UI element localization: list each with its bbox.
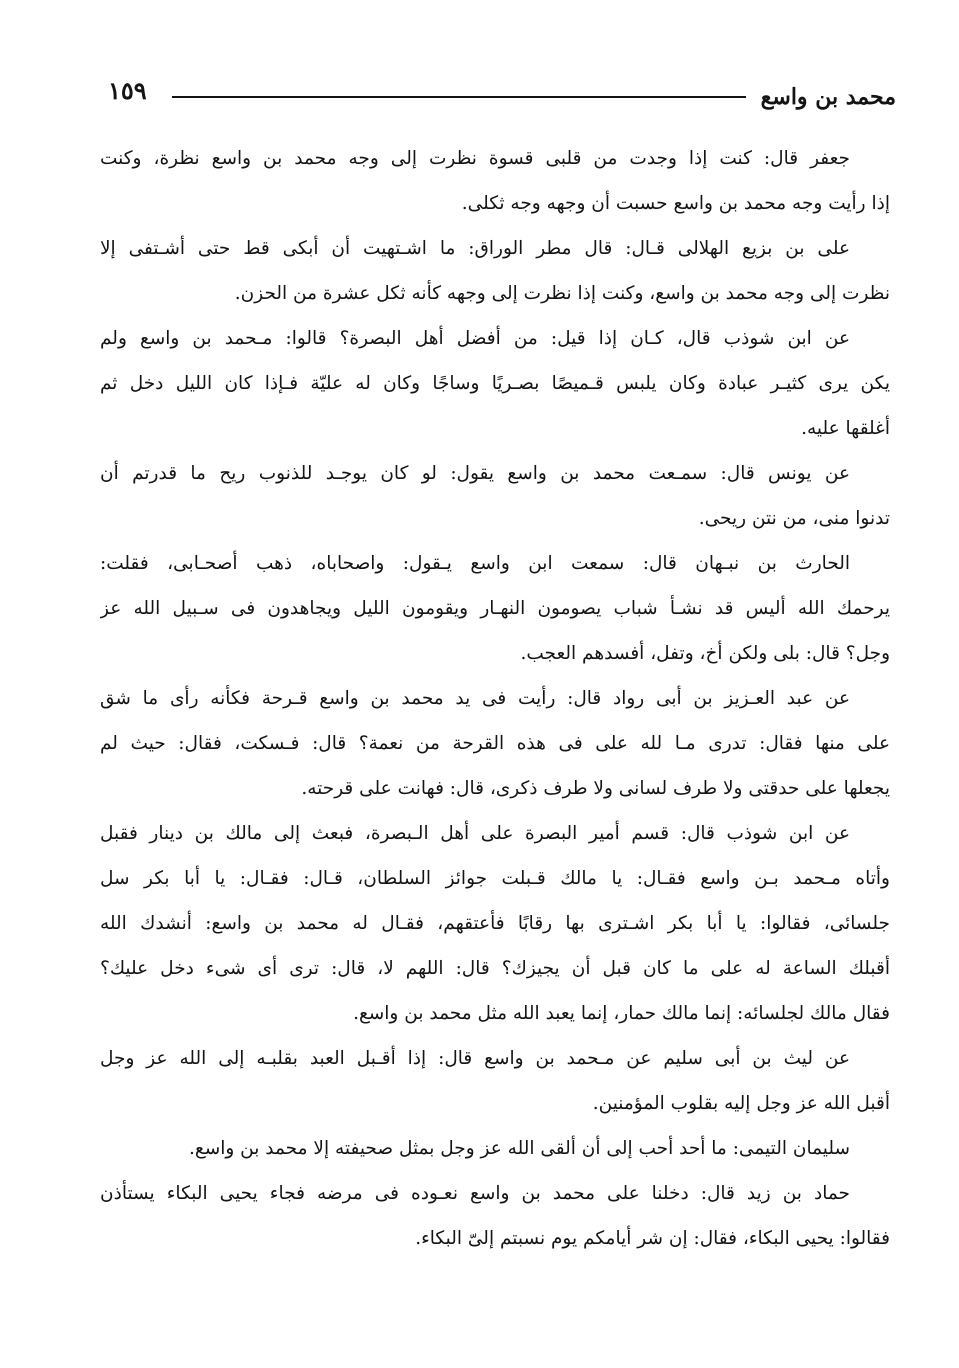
text-line: الحارث بن نبـهان قال: سمعت ابن واسع يـقول: واصحاباه، ذهب أصحـابى، فقلت: <box>100 553 850 574</box>
text-line: يكن يرى كثيـر عبادة وكان يلبس قـميصًا بصـريًا وساجًا وكان له عليّة فـإذا كان الليل دخل ثم <box>100 373 890 394</box>
text-line: على بن بزيع الهلالى قـال: قال مطر الوراق: ما اشـتهيت أن أبكى قط حتى أشـتفى إلا <box>100 238 850 259</box>
text-line: عن عبد العـزيز بن أبى رواد قال: رأيت فى يد محمد بن واسع قـرحة فكأنه رأى ما شق <box>100 688 850 709</box>
text-line: يرحمك الله أليس قد نشـأ شباب يصومون النهـار ويقومون الليل ويجاهدون فى سـبيل الله عز <box>100 598 890 619</box>
text-line: فقالوا: يحيى البكاء، فقال: إن شر أيامكم يوم نسبتم إلىّ البكاء. <box>415 1228 890 1249</box>
text-line: على منها فقال: تدرى مـا لله على فى هذه القرحة من نعمة؟ قال: فـسكت، فقال: حيث لم <box>100 733 890 754</box>
text-line: جعفر قال: كنت إذا وجدت من قلبى قسوة نظرت إلى وجه محمد بن واسع نظرة، وكنت <box>100 148 850 169</box>
paragraph <box>100 226 890 316</box>
page-number: ١٥٩ <box>108 76 147 105</box>
text-line: تدنوا منى، من نتن ريحى. <box>698 508 890 529</box>
paragraph <box>100 1036 890 1126</box>
text-line: عن ابن شوذب قال، كـان إذا قيل: من أفضل أهل البصرة؟ قالوا: مـحمد بن واسع ولم <box>100 328 850 349</box>
body-text <box>100 136 890 1261</box>
paragraph <box>100 541 890 676</box>
text-line: أقبلك الساعة له على ما كان قبل أن يجيزك؟ قال: اللهم لا، قال: ترى أى شىء دخل عليك؟ <box>100 958 890 979</box>
text-line: وجل؟ قال: بلى ولكن أخ، وتفل، أفسدهم العجب. <box>520 643 890 664</box>
text-line: فقال مالك لجلسائه: إنما مالك حمار، إنما يعبد الله مثل محمد بن واسع. <box>353 1003 890 1024</box>
paragraph <box>100 811 890 1036</box>
header-rule <box>172 96 746 98</box>
text-line: حماد بن زيد قال: دخلنا على محمد بن واسع نعـوده فى مرضه فجاء يحيى البكاء يستأذن <box>100 1183 850 1204</box>
text-line: جلسائى، فقالوا: يا أبا بكر اشـترى بها رقابًا فأعتقهم، فقـال له محمد بن واسع: أنشدك الله <box>100 913 890 934</box>
text-line: أقبل الله عز وجل إليه بقلوب المؤمنين. <box>592 1093 890 1114</box>
paragraph <box>100 1171 890 1261</box>
page-header <box>108 74 896 124</box>
text-line: عن ابن شوذب قال: قسم أمير البصرة على أهل الـبصرة، فبعث إلى مالك بن دينار فقبل <box>100 823 850 844</box>
text-line: عن ليث بن أبى سليم عن مـحمد بن واسع قال: إذا أقـبل العبد بقلبـه إلى الله عز وجل <box>100 1048 850 1069</box>
text-line: أغلقها عليه. <box>801 418 890 439</box>
text-line: يجعلها على حدقتى ولا طرف لسانى ولا طرف ذكرى، قال: فهانت على قرحته. <box>301 778 890 799</box>
running-title: محمد بن واسع <box>760 84 896 110</box>
paragraph <box>100 136 890 226</box>
text-line: سليمان التيمى: ما أحد أحب إلى أن ألقى الله عز وجل بمثل صحيفته إلا محمد بن واسع. <box>188 1138 850 1159</box>
text-line: نظرت إلى وجه محمد بن واسع، وكنت إذا نظرت إلى وجهه كأنه ثكل عشرة من الحزن. <box>234 283 890 304</box>
paragraph <box>100 316 890 451</box>
text-line: إذا رأيت وجه محمد بن واسع حسبت أن وجهه وجه ثكلى. <box>461 193 890 214</box>
paragraph <box>100 451 890 541</box>
paragraph <box>100 676 890 811</box>
text-line: عن يونس قال: سمـعت محمد بن واسع يقول: لو كان يوجـد للذنوب ريح ما قدرتم أن <box>100 463 850 484</box>
paragraph <box>100 1126 890 1171</box>
text-line: وأتاه مـحمد بـن واسع فقـال: يا مالك قـبلت جوائز السلطان، قـال: فقـال: يا أبا بكر سل <box>100 868 890 889</box>
